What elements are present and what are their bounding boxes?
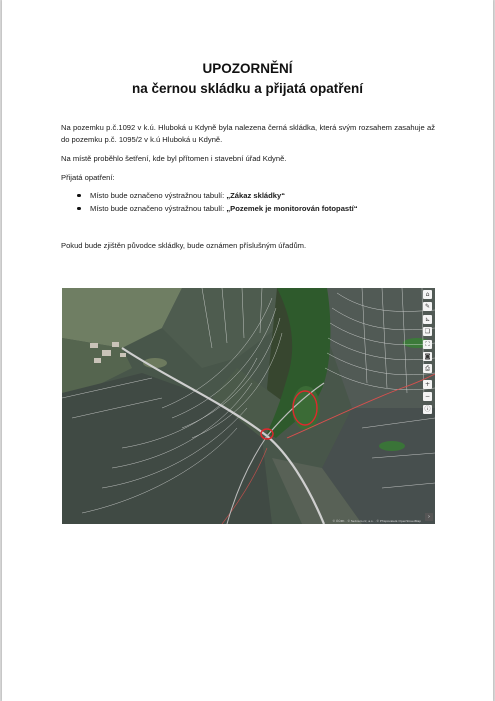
zoom-in-icon[interactable]: + [424,380,431,388]
map-toolbar [423,290,432,417]
zoom-out-icon[interactable]: − [424,393,431,401]
paragraph-closing: Pokud bude zjištěn původce skládky, bude oznámen příslušným úřadům. [61,241,307,250]
fullscreen-icon[interactable]: ⛶ [423,340,432,349]
measure-text: Místo bude označeno výstražnou tabulí: [90,204,227,213]
home-icon[interactable]: ⌂ [423,290,432,299]
chevron-right-icon[interactable]: › [425,513,433,521]
pencil-icon[interactable]: ✎ [424,303,431,311]
print-icon[interactable]: ⎙ [423,364,432,373]
layers-icon[interactable]: ❏ [424,328,431,336]
measure-sign-text: „Pozemek je monitorován fotopastí“ [226,204,358,213]
measures-list [76,189,436,215]
info-icon[interactable]: ⓘ [424,405,431,413]
map-attribution: © ČÚZK · © Seznam.cz, a.s. · © Přispěvatelé OpenStreetMap [332,519,421,523]
page-title: UPOZORNĚNÍ [202,61,293,76]
measure-sign-text: „Zákaz skládky“ [226,191,286,200]
document-page [2,0,493,701]
map-image [62,288,435,524]
paragraph-investigation: Na místě proběhlo šetření, kde byl přítomen i stavební úřad Kdyně. [61,154,287,163]
ruler-icon[interactable]: ⊾ [424,315,431,323]
list-item [76,202,436,215]
cadastral-map[interactable] [62,288,435,524]
list-item [76,189,436,202]
paragraph-location: Na pozemku p.č.1092 v k.ú. Hluboká u Kdyně byla nalezena černá skládka, která svým rozsahem zasahuje až do pozemku p.č. 1095/2 v k.ú Hluboká u Kdyně. [61,123,435,144]
measure-text: Místo bude označeno výstražnou tabulí: [90,191,227,200]
measures-heading: Přijatá opatření: [61,173,115,182]
camera-icon[interactable]: ◙ [424,352,431,360]
page-subtitle: na černou skládku a přijatá opatření [131,81,364,96]
